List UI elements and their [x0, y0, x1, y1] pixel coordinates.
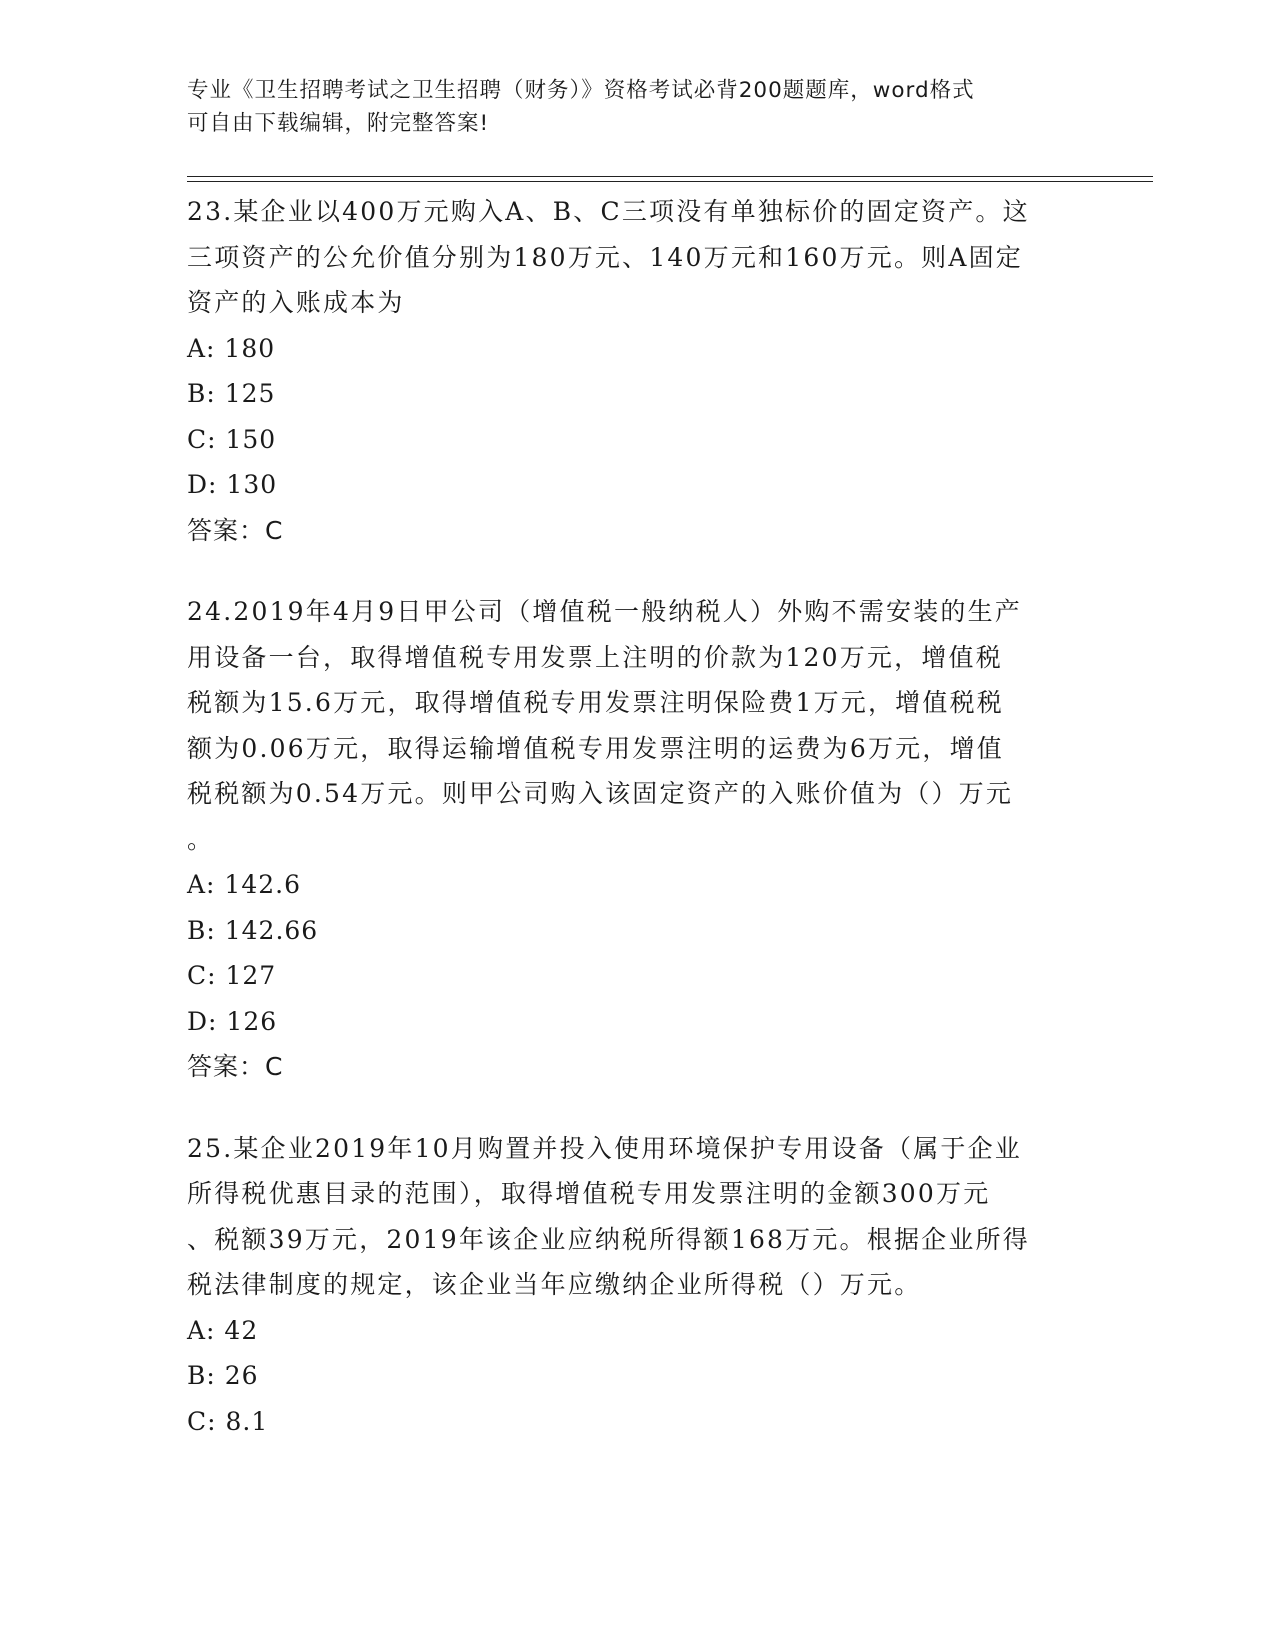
stem-line: 用设备一台，取得增值税专用发票上注明的价款为120万元，增值税 [187, 642, 1003, 672]
stem-line: 、税额39万元，2019年该企业应纳税所得额168万元。根据企业所得 [187, 1224, 1030, 1254]
option-d: D: 126 [187, 1006, 278, 1036]
stem-line: 23.某企业以400万元购入A、B、C三项没有单独标价的固定资产。这 [187, 197, 1030, 226]
stem-line: 额为0.06万元，取得运输增值税专用发票注明的运费为6万元，增值 [187, 733, 1004, 763]
stem-line: 资产的入账成本为 [187, 288, 405, 317]
header-line-1: 专业《卫生招聘考试之卫生招聘（财务）》资格考试必背200题题库，word格式 [187, 78, 975, 103]
question-23 [187, 189, 1087, 553]
stem-line: 税税额为0.54万元。则甲公司购入该固定资产的入账价值为（）万元 [187, 779, 1014, 808]
stem-line: 三项资产的公允价值分别为180万元、140万元和160万元。则A固定 [187, 242, 1024, 272]
answer-line: 答案：C [187, 1052, 284, 1081]
option-b: B: 26 [187, 1361, 259, 1390]
option-a: A: 142.6 [187, 870, 301, 899]
question-24 [187, 589, 1087, 1090]
header-divider-bottom [187, 181, 1153, 182]
question-stem [187, 189, 1087, 326]
option-c: C: 127 [187, 961, 277, 990]
option-a: A: 42 [187, 1315, 259, 1345]
header-line-2: 可自由下载编辑，附完整答案! [187, 111, 490, 136]
option-a: A: 180 [187, 333, 276, 363]
question-list [187, 189, 1087, 1480]
option-c: C: 150 [187, 424, 277, 454]
question-25 [187, 1126, 1087, 1445]
stem-line: 25.某企业2019年10月购置并投入使用环境保护专用设备（属于企业 [187, 1133, 1022, 1163]
stem-line: 所得税优惠目录的范围），取得增值税专用发票注明的金额300万元 [187, 1179, 991, 1208]
stem-line: 税额为15.6万元，取得增值税专用发票注明保险费1万元，增值税税 [187, 688, 1004, 717]
answer-line: 答案：C [187, 515, 284, 545]
document-header [187, 74, 1067, 140]
stem-line: 24.2019年4月9日甲公司（增值税一般纳税人）外购不需安装的生产 [187, 597, 1022, 626]
option-d: D: 130 [187, 470, 278, 499]
option-b: B: 142.66 [187, 915, 319, 945]
option-c: C: 8.1 [187, 1406, 269, 1436]
header-divider-top [187, 176, 1153, 177]
stem-line: 。 [187, 824, 215, 854]
question-stem [187, 1126, 1087, 1308]
question-stem [187, 589, 1087, 862]
option-b: B: 125 [187, 379, 276, 408]
stem-line: 税法律制度的规定，该企业当年应缴纳企业所得税（）万元。 [187, 1270, 922, 1299]
